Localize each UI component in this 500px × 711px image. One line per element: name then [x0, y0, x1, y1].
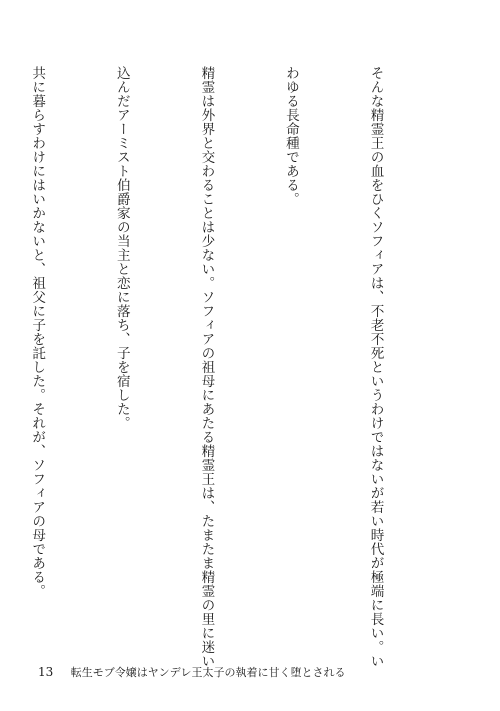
text-line: 込んだアーミスト伯爵家の当主と恋に落ち、子を宿した。: [113, 66, 130, 430]
text-line: 精霊は外界と交わることは少ない。ソフィアの祖母にあたる精霊王は、たまたま精霊の里に迷い: [198, 66, 215, 668]
text-line: 共に暮らすわけにはいかないと、祖父に子を託した。それが、ソフィアの母である。: [29, 66, 46, 598]
book-title: 転生モブ令嬢はヤンデレ王太子の執着に甘く堕とされる: [70, 666, 346, 679]
vertical-body-text: [0, 66, 446, 668]
text-line: わゆる長命種である。: [282, 66, 299, 206]
page-footer: [38, 664, 345, 680]
text-line: そんな精霊王の血をひくソフィアは、不老不死というわけではないが若い時代が極端に長い。い: [367, 66, 384, 668]
page-number: 13: [38, 665, 54, 679]
